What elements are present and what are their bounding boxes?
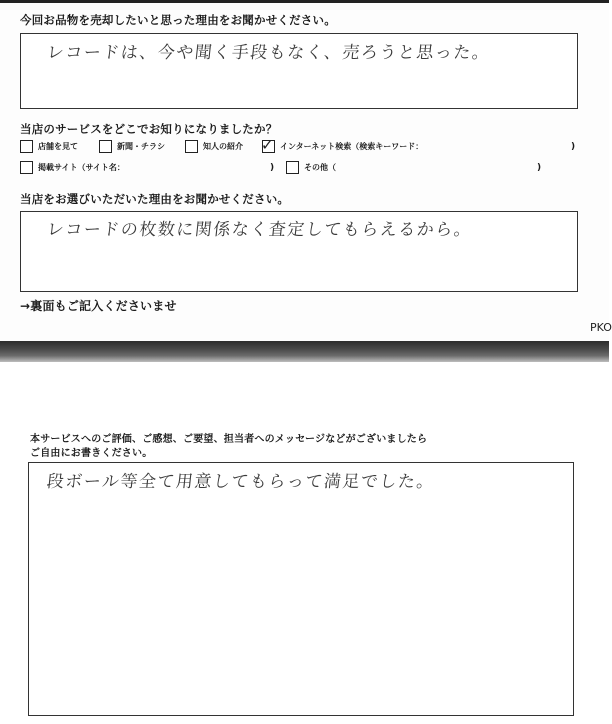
option-referral-label: 知人の紹介 [203,142,243,151]
option-listing-site[interactable] [20,161,125,174]
other-close-paren: ) [537,163,542,173]
back-side-note: →裏面もご記入くださいませ [20,299,177,313]
option-other[interactable] [286,161,336,174]
survey-sheet-front [0,0,612,341]
q3-answer-box[interactable] [20,211,578,292]
option-internet-search-label: インターネット検索（検索キーワード： [280,142,424,151]
option-listing-site-label: 掲載サイト（サイト名： [38,163,125,172]
checkbox-store[interactable] [20,140,33,153]
q4-handwritten-answer: 段ボール等全て用意してもらって満足でした。 [45,472,436,492]
site-close-paren: ) [270,163,275,173]
top-border-line [0,0,609,3]
q4-label-line2: ご自由にお書きください。 [30,448,153,459]
option-other-label: その他（ [304,163,336,172]
option-store[interactable] [20,140,78,153]
check-mark-icon: ✓ [261,136,274,154]
option-referral[interactable] [185,140,243,153]
option-newspaper[interactable] [99,140,165,153]
q2-label: 当店のサービスをどこでお知りになりましたか？ [20,122,278,136]
q3-label: 当店をお選びいただいた理由をお聞かせください。 [20,192,290,206]
option-internet-search[interactable] [261,136,424,154]
q1-answer-box[interactable] [20,33,578,109]
q4-answer-box[interactable] [28,462,574,716]
page-separator [0,341,609,362]
keyword-close-paren: ) [571,142,576,152]
checkbox-internet-search[interactable] [261,136,275,154]
option-newspaper-label: 新聞・チラシ [117,142,165,151]
q1-label: 今回お品物を売却したいと思った理由をお聞かせください。 [20,13,336,27]
q3-handwritten-answer: レコードの枚数に関係なく査定してもらえるから。 [45,220,474,240]
option-store-label: 店舗を見て [38,142,78,151]
checkbox-listing-site[interactable] [20,161,33,174]
q4-label-line1: 本サービスへのご評価、ご感想、ご要望、担当者へのメッセージなどがございましたら [30,434,428,445]
q1-handwritten-answer: レコードは、今や聞く手段もなく、売ろうと思った。 [45,43,492,63]
checkbox-newspaper[interactable] [99,140,112,153]
form-code: PKO [590,321,612,334]
survey-sheet-back [0,362,609,724]
checkbox-other[interactable] [286,161,299,174]
checkbox-referral[interactable] [185,140,198,153]
